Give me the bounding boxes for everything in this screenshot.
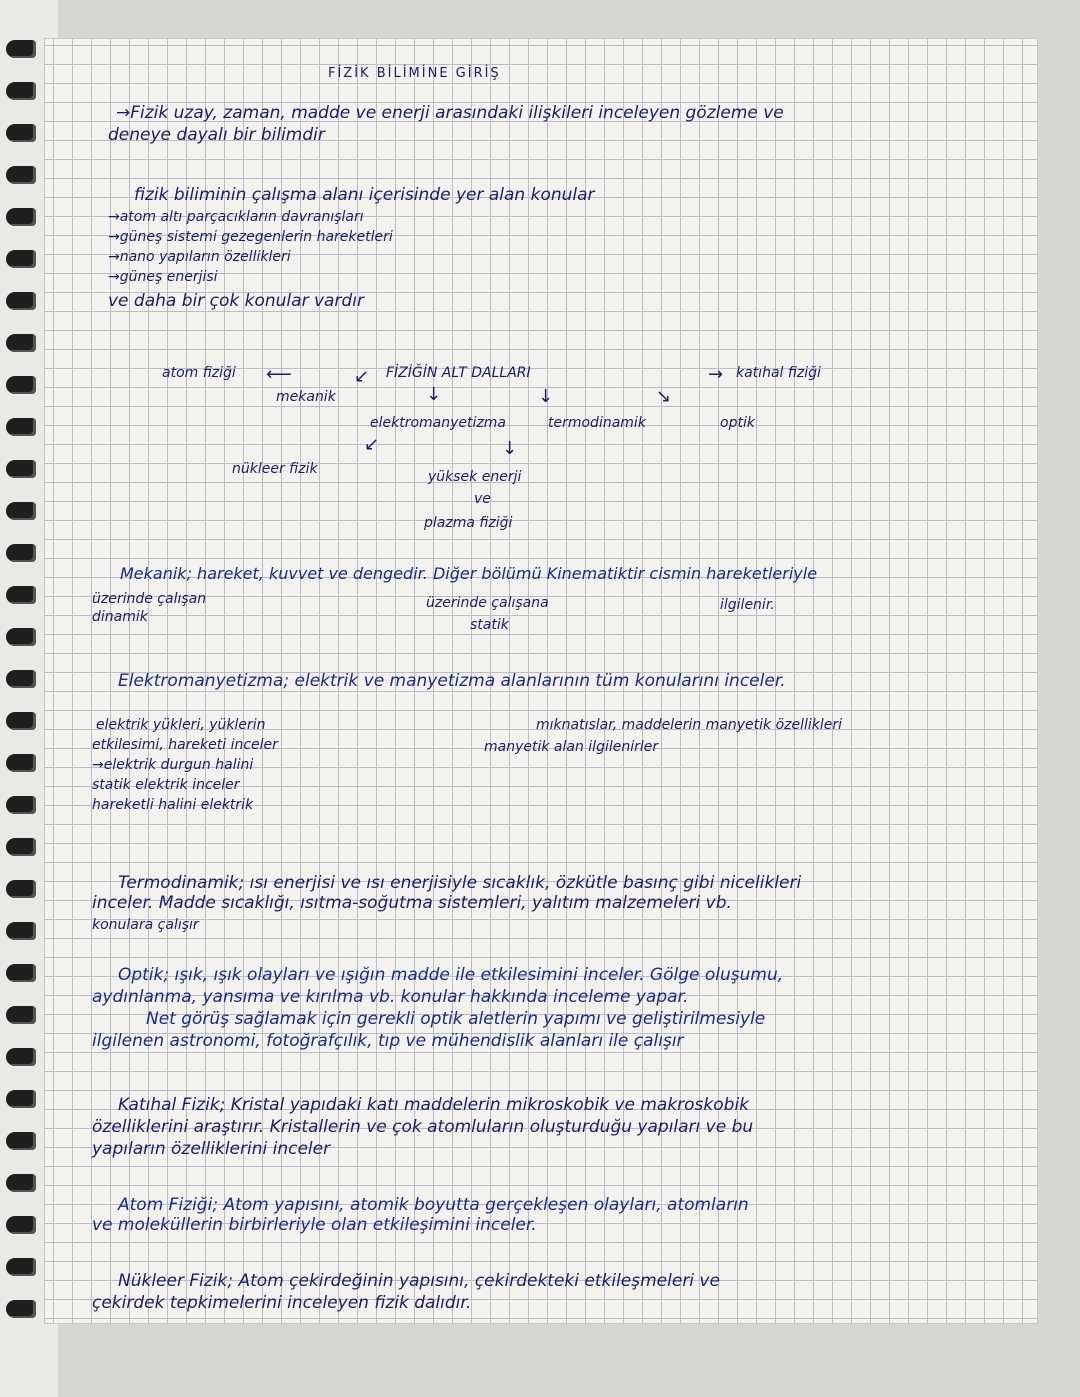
binding-ring <box>6 880 36 898</box>
elektro-left: →elektrik durgun halini <box>92 757 254 773</box>
elektro-right: manyetik alan ilgilenirler <box>484 739 659 755</box>
binding-ring <box>6 460 36 478</box>
termo-line: konulara çalışır <box>92 917 199 933</box>
node-mekanik: mekanik <box>276 389 336 405</box>
optik-line: Optik; ışık, ışık olayları ve ışığın madde ile etkilesimini inceler. Gölge oluşumu, <box>118 965 784 985</box>
binding-ring <box>6 922 36 940</box>
mekanik-line-1: Mekanik; hareket, kuvvet ve dengedir. Diğer bölümü Kinematiktir cismin hareketleriyle <box>120 564 818 583</box>
binding-ring <box>6 334 36 352</box>
arrow-down-left-icon: ↙ <box>364 434 380 455</box>
mekanik-note: ilgilenir. <box>720 597 775 613</box>
binding-ring <box>6 1048 36 1066</box>
page-title: FİZİK BİLİMİNE GİRİŞ <box>328 66 501 81</box>
binding-ring <box>6 1174 36 1192</box>
optik-line: aydınlanma, yansıma ve kırılma vb. konular hakkında inceleme yapar. <box>92 987 689 1007</box>
optik-line: ilgilenen astronomi, fotoğrafçılık, tıp ve mühendislik alanları ile çalışır <box>92 1031 684 1051</box>
elektro-line-1: Elektromanyetizma; elektrik ve manyetizma alanlarının tüm konularını inceler. <box>118 671 786 691</box>
topic-item: →nano yapıların özellikleri <box>108 249 291 265</box>
mekanik-note: dinamik <box>92 609 148 625</box>
atom-line: Atom Fiziği; Atom yapısını, atomik boyutta gerçekleşen olayları, atomların <box>118 1195 749 1215</box>
binding-ring <box>6 40 36 58</box>
intro-line-2: deneye dayalı bir bilimdir <box>108 125 325 145</box>
topics-closing: ve daha bir çok konular vardır <box>108 291 364 311</box>
termo-line: Termodinamik; ısı enerjisi ve ısı enerjisiyle sıcaklık, özkütle basınç gibi nicelikleri <box>118 873 802 893</box>
arrow-down-right-icon: ↘ <box>656 386 672 407</box>
binding-ring <box>6 1300 36 1318</box>
binding-ring <box>6 502 36 520</box>
node-optik: optik <box>720 415 755 431</box>
binding-ring <box>6 376 36 394</box>
binding-ring <box>6 1132 36 1150</box>
binding-ring <box>6 544 36 562</box>
binding-ring <box>6 796 36 814</box>
binding-ring <box>6 712 36 730</box>
binding-ring <box>6 628 36 646</box>
node-katihal: katıhal fiziği <box>736 365 821 381</box>
arrow-down-icon: ↓ <box>538 386 554 407</box>
node-plazma: plazma fiziği <box>424 515 513 531</box>
binding-ring <box>6 1258 36 1276</box>
binding-ring <box>6 754 36 772</box>
node-yuksek: yüksek enerji <box>428 469 522 485</box>
nukleer-line: çekirdek tepkimelerini inceleyen fizik dalıdır. <box>92 1293 472 1313</box>
mekanik-note: üzerinde çalışan <box>92 591 207 607</box>
binding-ring <box>6 838 36 856</box>
arrow-down-icon: ↓ <box>426 384 442 405</box>
binding-ring <box>6 166 36 184</box>
topic-item: →güneş enerjisi <box>108 269 218 285</box>
binding-ring <box>6 670 36 688</box>
katihal-line: yapıların özelliklerini inceler <box>92 1139 331 1159</box>
elektro-left: etkilesimi, hareketi inceler <box>92 737 278 753</box>
node-termodinamik: termodinamik <box>548 415 646 431</box>
topic-item: →güneş sistemi gezegenlerin hareketleri <box>108 229 393 245</box>
node-atom: atom fiziği <box>162 365 236 381</box>
mekanik-note: statik <box>470 617 509 633</box>
node-nukleer: nükleer fizik <box>232 461 318 477</box>
elektro-right: mıknatıslar, maddelerin manyetik özellikleri <box>536 717 843 733</box>
node-elektromanyetizma: elektromanyetizma <box>370 415 506 431</box>
atom-line: ve moleküllerin birbirleriyle olan etkileşimini inceler. <box>92 1215 537 1235</box>
binding-ring <box>6 586 36 604</box>
topics-heading: fizik biliminin çalışma alanı içerisinde yer alan konular <box>134 185 595 205</box>
binding-ring <box>6 964 36 982</box>
optik-line: Net görüş sağlamak için gerekli optik aletlerin yapımı ve geliştirilmesiyle <box>146 1009 766 1029</box>
binding-ring <box>6 292 36 310</box>
binding-ring <box>6 418 36 436</box>
binding-ring <box>6 124 36 142</box>
arrow-down-left-icon: ↙ <box>354 366 370 387</box>
topic-item: →atom altı parçacıkların davranışları <box>108 209 364 225</box>
katihal-line: özelliklerini araştırır. Kristallerin ve çok atomluların oluşturduğu yapıları ve bu <box>92 1117 754 1137</box>
arrow-right-icon: → <box>708 364 724 385</box>
mekanik-note: üzerinde çalışana <box>426 595 549 611</box>
binding-ring <box>6 1090 36 1108</box>
intro-line-1: →Fizik uzay, zaman, madde ve enerji arasındaki ilişkileri inceleyen gözleme ve <box>116 103 784 123</box>
node-ve: ve <box>474 491 491 507</box>
elektro-left: hareketli halini elektrik <box>92 797 254 813</box>
arrow-left-icon: ⟵ <box>266 364 292 385</box>
arrow-down-icon: ↓ <box>502 438 518 459</box>
binding-ring <box>6 1006 36 1024</box>
termo-line: inceler. Madde sıcaklığı, ısıtma-soğutma sistemleri, yalıtım malzemeleri vb. <box>92 893 732 913</box>
binding-ring <box>6 208 36 226</box>
binding-ring <box>6 1216 36 1234</box>
nukleer-line: Nükleer Fizik; Atom çekirdeğinin yapısını, çekirdekteki etkileşmeleri ve <box>118 1271 720 1291</box>
elektro-left: elektrik yükleri, yüklerin <box>96 717 266 733</box>
katihal-line: Katıhal Fizik; Kristal yapıdaki katı maddelerin mikroskobik ve makroskobik <box>118 1095 750 1115</box>
elektro-left: statik elektrik inceler <box>92 777 240 793</box>
binding-ring <box>6 82 36 100</box>
binding-ring <box>6 250 36 268</box>
node-center: FİZİĞİN ALT DALLARI <box>386 365 531 381</box>
